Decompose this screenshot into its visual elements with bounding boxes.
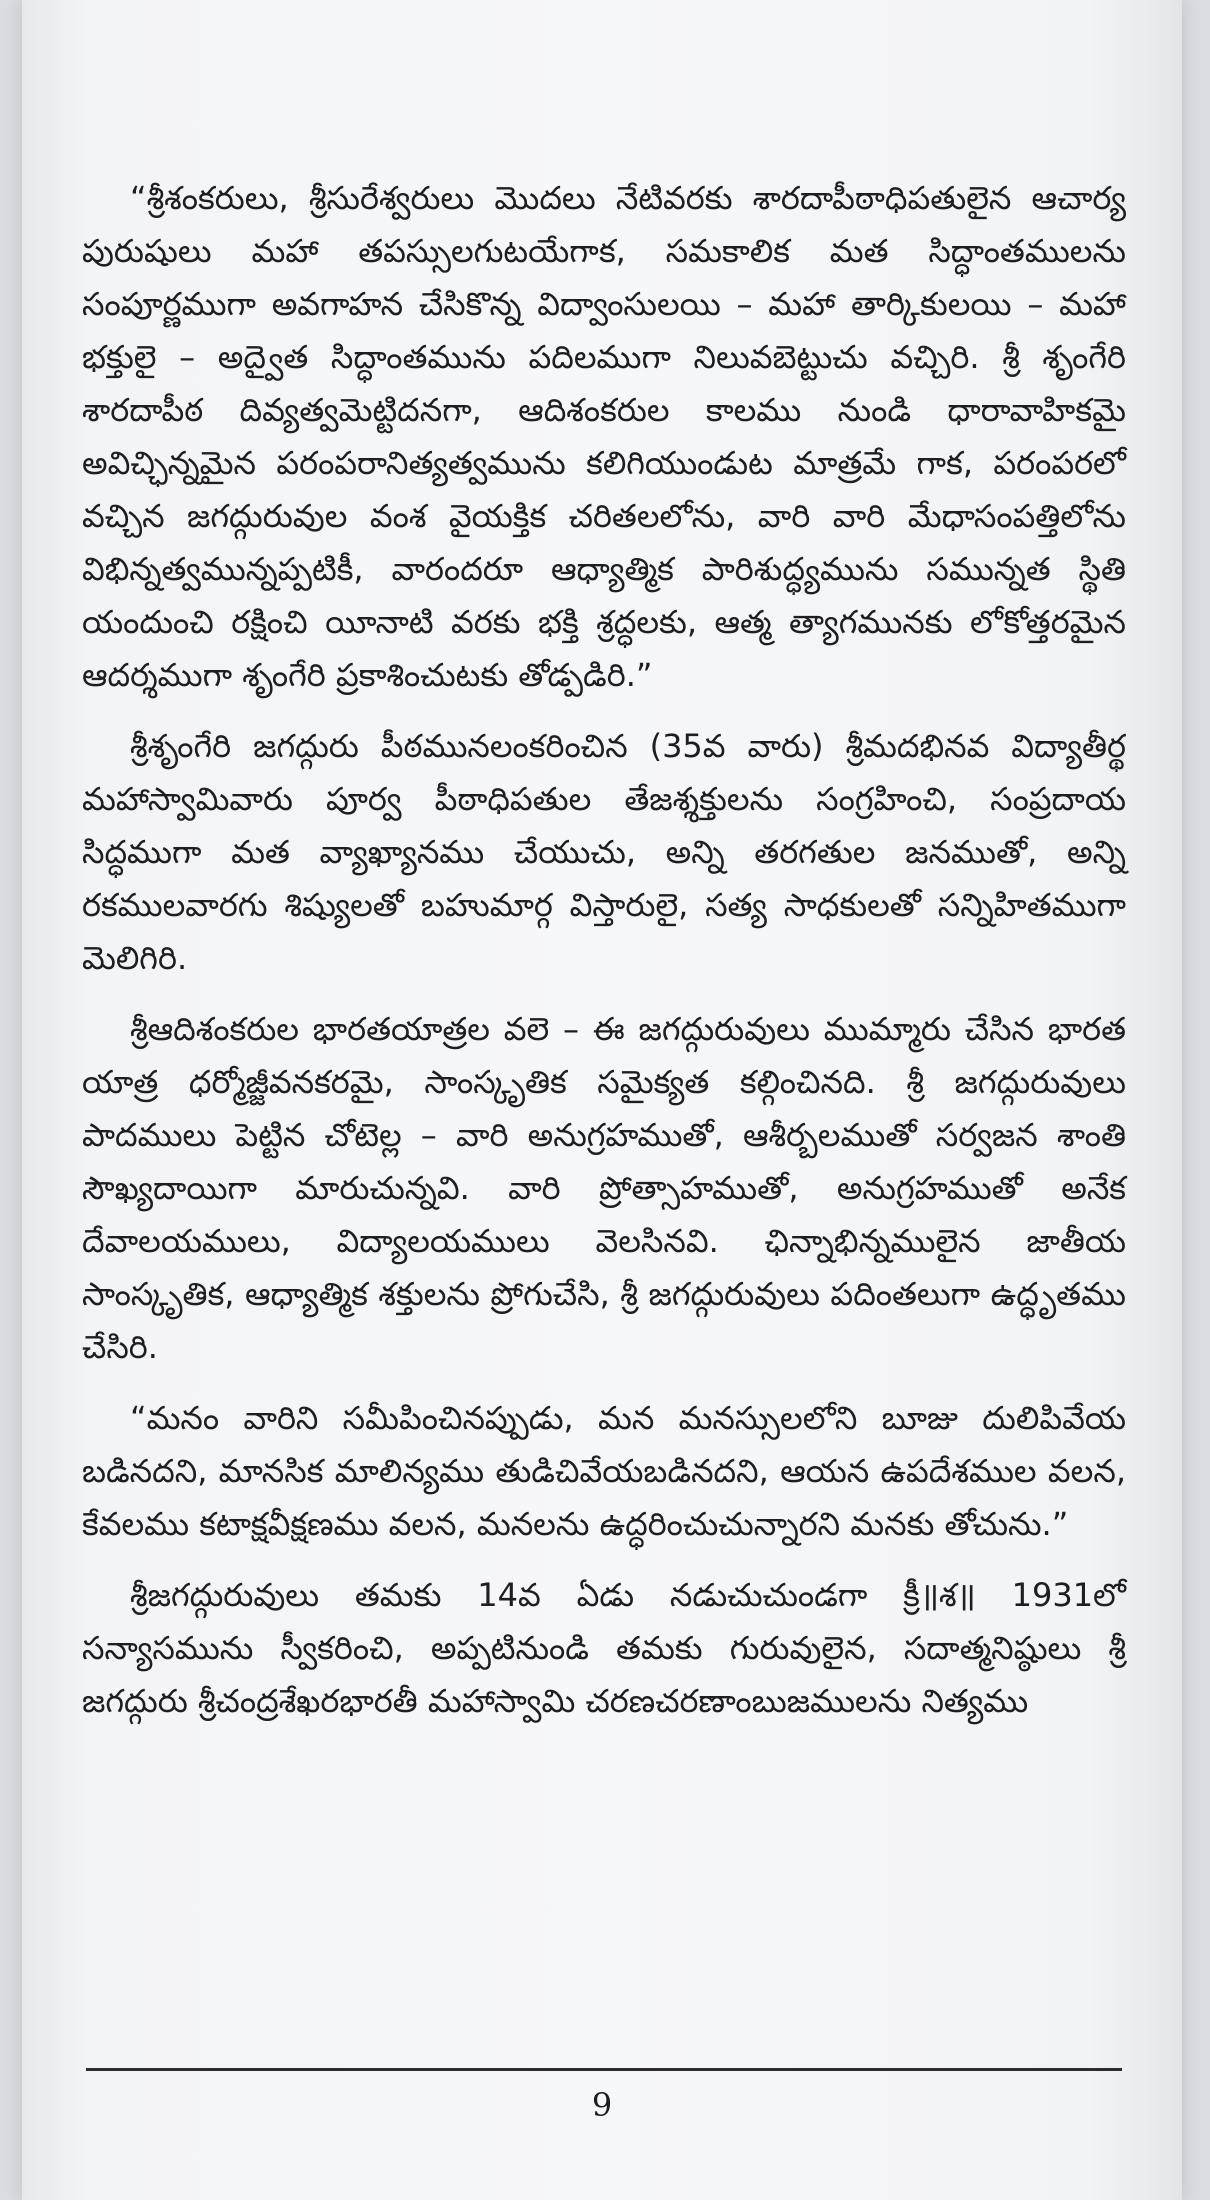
paragraph-sharada-peetham-quote: “శ్రీశంకరులు, శ్రీసురేశ్వరులు మొదలు నేటివరకు శారదాపీఠాధిపతులైన ఆచార్య పురుషులు మహా తపస్సులగుటయేగాక, సమకాలిక మత సిద్ధాంతములను సంపూర్ణముగా అవగాహన చేసికొన్న విద్వాంసులయి – మహా తార్కికులయి – మహా భక్తులై – అద్వైత సిద్ధాంతమును పదిలముగా నిలువబెట్టుచు వచ్చిరి. శ్రీ శృంగేరి శారదాపీఠ దివ్యత్వమెట్టిదనగా, ఆదిశంకరుల కాలము నుండి ధారావాహికమై అవిచ్ఛిన్నమైన పరంపరానిత్యత్వమును కలిగియుండుట మాత్రమే గాక, పరంపరలో వచ్చిన జగద్గురువుల వంశ వైయక్తిక చరితలలోను, వారి వారి మేధాసంపత్తిలోను విభిన్నత్వమున్నప్పటికీ, వారందరూ ఆధ్యాత్మిక పారిశుద్ధ్యమును సమున్నత స్థితి యందుంచి రక్షించి యీనాటి వరకు భక్తి శ్రద్ధలకు, ఆత్మ త్యాగమునకు లోకోత్తరమైన ఆదర్శముగా శృంగేరి ప్రకాశించుటకు తోడ్పడిరి.”: [82, 179, 1126, 694]
page-number: 9: [591, 2086, 613, 2124]
paragraph-bharata-yatra: శ్రీఆదిశంకరుల భారతయాత్రల వలె – ఈ జగద్గురువులు ముమ్మారు చేసిన భారత యాత్ర ధర్మోజ్జీవనకరమై, సాంస్కృతిక సమైక్యత కల్గించినది. శ్రీ జగద్గురువులు పాదములు పెట్టిన చోటెల్ల – వారి అనుగ్రహముతో, ఆశీర్బలముతో సర్వజన శాంతి సౌఖ్యదాయిగా మారుచున్నవి. వారి ప్రోత్సాహముతో, అనుగ్రహముతో అనేక దేవాలయములు, విద్యాలయములు వెలసినవి. ఛిన్నాభిన్నములైన జాతీయ సాంస్కృతిక, ఆధ్యాత్మిక శక్తులను ప్రోగుచేసి, శ్రీ జగద్గురువులు పదింతలుగా ఉద్ధృతము చేసిరి.: [82, 1010, 1126, 1366]
book-page: [22, 0, 1182, 2200]
paragraph-devotee-quote: “మనం వారిని సమీపించినప్పుడు, మన మనస్సులలోని బూజు దులిపివేయ బడినదని, మానసిక మాలిన్యము తుడిచివేయబడినదని, ఆయన ఉపదేశముల వలన, కేవలము కటాక్షవీక్షణము వలన, మనలను ఉద్ధరించుచున్నారని మనకు తోచును.”: [82, 1399, 1126, 1543]
footer-rule: [86, 2068, 1122, 2071]
page-body: [82, 172, 1126, 1746]
paragraph-sanyasa: శ్రీజగద్గురువులు తమకు 14వ ఏడు నడుచుచుండగా క్రీ॥శ॥ 1931లో సన్యాసమును స్వీకరించి, అప్పటినుండి తమకు గురువులైన, సదాత్మనిష్ఠులు శ్రీ జగద్గురు శ్రీచంద్రశేఖరభారతీ మహాస్వామి చరణచరణాంబుజములను నిత్యము: [82, 1576, 1126, 1720]
paragraph-abhinava-vidyatirtha: శ్రీశృంగేరి జగద్గురు పీఠమునలంకరించిన (35వ వారు) శ్రీమదభినవ విద్యాతీర్థ మహాస్వామివారు పూర్వ పీఠాధిపతుల తేజశ్శక్తులను సంగ్రహించి, సంప్రదాయ సిద్ధముగా మత వ్యాఖ్యానము చేయుచు, అన్ని తరగతుల జనముతో, అన్ని రకములవారగు శిష్యులతో బహుమార్గ విస్తారులై, సత్య సాధకులతో సన్నిహితముగా మెలిగిరి.: [82, 727, 1126, 977]
